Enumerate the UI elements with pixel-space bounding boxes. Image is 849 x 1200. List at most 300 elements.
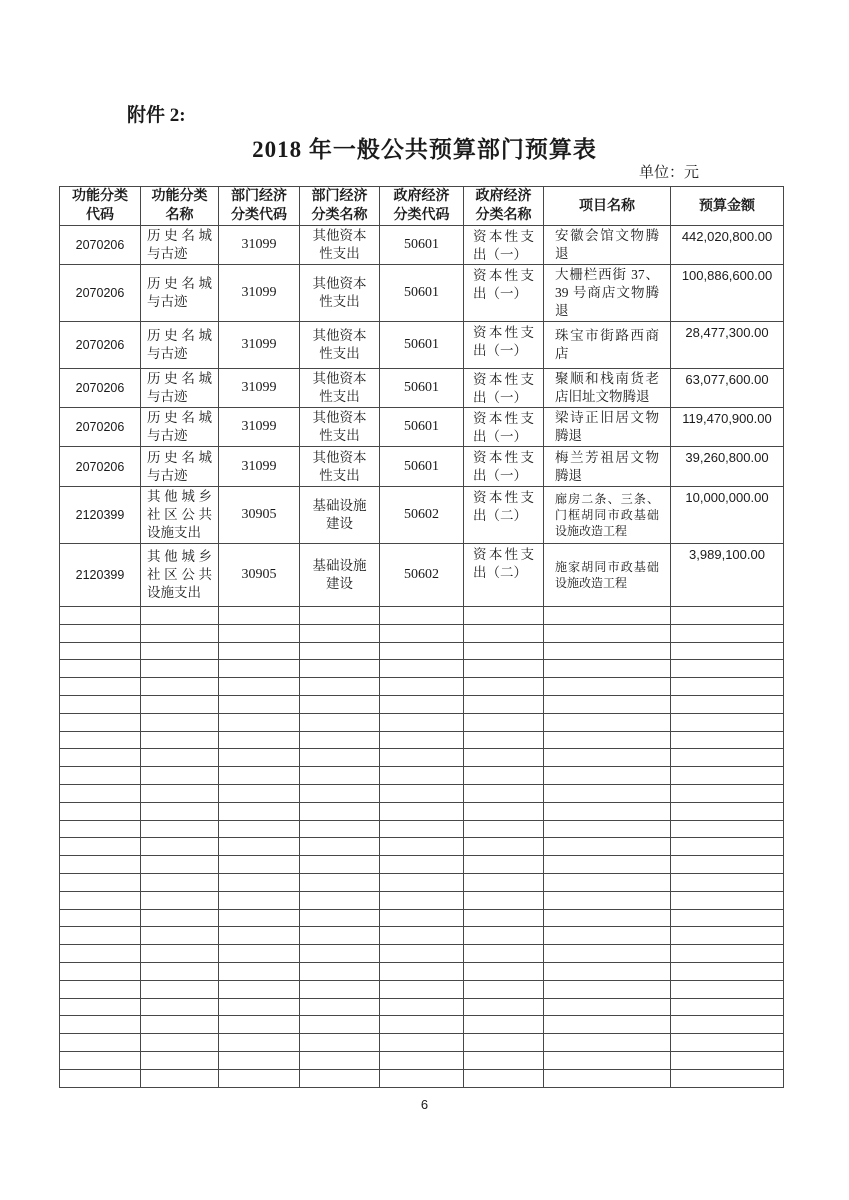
empty-cell (141, 856, 219, 874)
cell-func-name: 历史名城与古迹 (141, 447, 219, 487)
empty-cell (141, 784, 219, 802)
cell-dept-code: 31099 (219, 369, 300, 408)
empty-cell (60, 1034, 141, 1052)
cell-func-name: 其他城乡社区公共设施支出 (141, 487, 219, 544)
empty-cell (671, 660, 784, 678)
cell-func-name: 历史名城与古迹 (141, 369, 219, 408)
cell-func-code: 2070206 (60, 369, 141, 408)
cell-dept-code: 31099 (219, 447, 300, 487)
empty-cell (141, 873, 219, 891)
empty-table-row (60, 1069, 784, 1087)
empty-cell (380, 802, 464, 820)
budget-table (59, 186, 784, 1088)
cell-func-code: 2070206 (60, 265, 141, 322)
empty-table-row (60, 927, 784, 945)
empty-cell (60, 998, 141, 1016)
empty-cell (219, 1034, 300, 1052)
empty-cell (380, 856, 464, 874)
empty-cell (300, 838, 380, 856)
empty-cell (219, 749, 300, 767)
cell-project: 梅兰芳祖居文物腾退 (544, 447, 671, 487)
empty-cell (380, 678, 464, 696)
empty-cell (544, 820, 671, 838)
empty-cell (60, 856, 141, 874)
empty-cell (60, 945, 141, 963)
cell-gov-code: 50601 (380, 447, 464, 487)
empty-cell (380, 695, 464, 713)
empty-cell (544, 784, 671, 802)
empty-cell (219, 784, 300, 802)
empty-cell (141, 1034, 219, 1052)
empty-cell (544, 1016, 671, 1034)
empty-cell (60, 660, 141, 678)
table-row (60, 487, 784, 544)
empty-cell (464, 998, 544, 1016)
cell-gov-name: 资本性支出（一） (464, 447, 544, 487)
empty-cell (219, 927, 300, 945)
cell-gov-code: 50601 (380, 322, 464, 369)
table-row (60, 226, 784, 265)
cell-func-code: 2120399 (60, 487, 141, 544)
empty-cell (544, 624, 671, 642)
empty-cell (219, 695, 300, 713)
empty-cell (300, 927, 380, 945)
empty-cell (60, 1069, 141, 1087)
empty-cell (380, 784, 464, 802)
empty-cell (380, 731, 464, 749)
table-row (60, 544, 784, 607)
empty-table-row (60, 962, 784, 980)
empty-cell (300, 678, 380, 696)
empty-cell (671, 624, 784, 642)
cell-amount: 119,470,900.00 (671, 408, 784, 447)
empty-cell (671, 820, 784, 838)
cell-amount: 442,020,800.00 (671, 226, 784, 265)
empty-cell (380, 891, 464, 909)
header-func-code: 功能分类代码 (60, 187, 141, 226)
empty-cell (671, 784, 784, 802)
empty-cell (219, 678, 300, 696)
empty-cell (141, 731, 219, 749)
cell-func-code: 2070206 (60, 447, 141, 487)
cell-amount: 63,077,600.00 (671, 369, 784, 408)
empty-cell (60, 820, 141, 838)
empty-cell (141, 909, 219, 927)
empty-cell (464, 962, 544, 980)
empty-cell (60, 1051, 141, 1069)
empty-cell (141, 891, 219, 909)
table-row (60, 322, 784, 369)
empty-cell (141, 1051, 219, 1069)
empty-cell (380, 998, 464, 1016)
empty-cell (380, 1069, 464, 1087)
empty-cell (141, 1016, 219, 1034)
cell-gov-name: 资本性支出（一） (464, 322, 544, 369)
empty-cell (464, 980, 544, 998)
cell-dept-code: 31099 (219, 226, 300, 265)
empty-cell (671, 909, 784, 927)
cell-gov-name: 资本性支出（一） (464, 226, 544, 265)
empty-table-row (60, 660, 784, 678)
empty-cell (380, 962, 464, 980)
empty-table-row (60, 998, 784, 1016)
empty-cell (141, 998, 219, 1016)
cell-gov-name: 资本性支出（一） (464, 408, 544, 447)
empty-cell (219, 660, 300, 678)
empty-cell (60, 695, 141, 713)
empty-cell (219, 731, 300, 749)
empty-cell (671, 856, 784, 874)
empty-cell (464, 1034, 544, 1052)
empty-cell (464, 731, 544, 749)
empty-table-row (60, 1051, 784, 1069)
cell-project: 施家胡同市政基础设施改造工程 (544, 544, 671, 607)
cell-amount: 3,989,100.00 (671, 544, 784, 607)
empty-cell (380, 980, 464, 998)
table-header-row (60, 187, 784, 226)
empty-cell (464, 695, 544, 713)
cell-func-code: 2120399 (60, 544, 141, 607)
empty-cell (300, 802, 380, 820)
table-row (60, 369, 784, 408)
cell-dept-code: 30905 (219, 487, 300, 544)
empty-cell (544, 945, 671, 963)
cell-dept-name: 其他资本性支出 (300, 369, 380, 408)
empty-cell (464, 713, 544, 731)
empty-cell (219, 962, 300, 980)
empty-cell (544, 749, 671, 767)
empty-cell (60, 962, 141, 980)
empty-cell (300, 784, 380, 802)
empty-cell (141, 927, 219, 945)
cell-gov-code: 50601 (380, 369, 464, 408)
cell-amount: 39,260,800.00 (671, 447, 784, 487)
empty-cell (544, 713, 671, 731)
empty-cell (380, 607, 464, 625)
empty-cell (219, 1016, 300, 1034)
unit-label: 单位：元 (638, 165, 699, 181)
empty-cell (464, 749, 544, 767)
empty-cell (464, 678, 544, 696)
empty-cell (671, 998, 784, 1016)
empty-cell (380, 713, 464, 731)
empty-table-row (60, 678, 784, 696)
empty-cell (219, 1069, 300, 1087)
header-func-name: 功能分类名称 (141, 187, 219, 226)
empty-cell (671, 695, 784, 713)
empty-cell (671, 1034, 784, 1052)
cell-func-name: 其他城乡社区公共设施支出 (141, 544, 219, 607)
page-title: 2018 年一般公共预算部门预算表 (252, 137, 597, 162)
empty-cell (300, 909, 380, 927)
empty-cell (219, 945, 300, 963)
empty-cell (300, 1034, 380, 1052)
table-row (60, 447, 784, 487)
empty-table-row (60, 731, 784, 749)
empty-cell (141, 962, 219, 980)
empty-cell (219, 624, 300, 642)
empty-table-row (60, 749, 784, 767)
empty-cell (544, 891, 671, 909)
empty-cell (544, 731, 671, 749)
empty-cell (544, 873, 671, 891)
empty-cell (300, 820, 380, 838)
empty-cell (300, 749, 380, 767)
empty-cell (671, 873, 784, 891)
empty-cell (380, 660, 464, 678)
empty-cell (300, 642, 380, 660)
empty-cell (141, 607, 219, 625)
empty-cell (219, 820, 300, 838)
empty-cell (380, 838, 464, 856)
empty-cell (300, 731, 380, 749)
empty-cell (60, 873, 141, 891)
empty-cell (60, 1016, 141, 1034)
header-gov-name: 政府经济分类名称 (464, 187, 544, 226)
empty-cell (60, 713, 141, 731)
empty-table-row (60, 784, 784, 802)
cell-dept-name: 基础设施建设 (300, 544, 380, 607)
empty-cell (671, 642, 784, 660)
cell-dept-name: 其他资本性支出 (300, 408, 380, 447)
empty-cell (60, 642, 141, 660)
empty-cell (60, 749, 141, 767)
empty-cell (300, 607, 380, 625)
empty-table-row (60, 980, 784, 998)
empty-cell (464, 909, 544, 927)
empty-cell (544, 856, 671, 874)
empty-cell (464, 1051, 544, 1069)
cell-func-code: 2070206 (60, 226, 141, 265)
empty-cell (380, 909, 464, 927)
empty-cell (464, 838, 544, 856)
empty-cell (300, 998, 380, 1016)
empty-cell (671, 980, 784, 998)
empty-cell (464, 767, 544, 785)
empty-cell (141, 767, 219, 785)
empty-cell (300, 962, 380, 980)
empty-cell (464, 660, 544, 678)
empty-cell (141, 945, 219, 963)
empty-cell (141, 713, 219, 731)
empty-cell (671, 731, 784, 749)
empty-cell (671, 678, 784, 696)
empty-cell (544, 962, 671, 980)
empty-cell (671, 927, 784, 945)
cell-project: 珠宝市街路西商店 (544, 322, 671, 369)
cell-project: 聚顺和栈南货老店旧址文物腾退 (544, 369, 671, 408)
empty-cell (300, 980, 380, 998)
empty-cell (141, 820, 219, 838)
header-dept-code: 部门经济分类代码 (219, 187, 300, 226)
empty-table-row (60, 945, 784, 963)
empty-cell (300, 660, 380, 678)
empty-cell (544, 838, 671, 856)
empty-table-row (60, 624, 784, 642)
cell-gov-name: 资本性支出（一） (464, 265, 544, 322)
empty-cell (219, 642, 300, 660)
empty-cell (219, 891, 300, 909)
empty-cell (219, 873, 300, 891)
empty-table-row (60, 1016, 784, 1034)
empty-cell (380, 1051, 464, 1069)
cell-gov-code: 50602 (380, 544, 464, 607)
empty-cell (60, 784, 141, 802)
empty-cell (380, 1016, 464, 1034)
header-dept-name: 部门经济分类名称 (300, 187, 380, 226)
empty-cell (300, 856, 380, 874)
empty-cell (300, 945, 380, 963)
empty-cell (380, 642, 464, 660)
cell-func-code: 2070206 (60, 408, 141, 447)
empty-cell (219, 856, 300, 874)
empty-table-row (60, 856, 784, 874)
empty-cell (300, 767, 380, 785)
empty-cell (544, 909, 671, 927)
cell-dept-code: 31099 (219, 265, 300, 322)
empty-cell (544, 1069, 671, 1087)
empty-cell (544, 980, 671, 998)
cell-dept-name: 其他资本性支出 (300, 322, 380, 369)
empty-cell (219, 838, 300, 856)
cell-dept-code: 30905 (219, 544, 300, 607)
empty-cell (60, 731, 141, 749)
empty-cell (671, 962, 784, 980)
empty-cell (544, 927, 671, 945)
empty-cell (380, 749, 464, 767)
cell-project: 廊房二条、三条、门框胡同市政基础设施改造工程 (544, 487, 671, 544)
empty-cell (464, 607, 544, 625)
empty-cell (671, 891, 784, 909)
table-row (60, 265, 784, 322)
empty-cell (60, 891, 141, 909)
empty-cell (380, 820, 464, 838)
empty-cell (300, 1016, 380, 1034)
empty-cell (380, 873, 464, 891)
empty-table-row (60, 820, 784, 838)
cell-func-name: 历史名城与古迹 (141, 322, 219, 369)
empty-cell (544, 767, 671, 785)
empty-cell (464, 891, 544, 909)
empty-cell (671, 607, 784, 625)
empty-cell (544, 678, 671, 696)
empty-cell (300, 1051, 380, 1069)
cell-project: 安徽会馆文物腾退 (544, 226, 671, 265)
empty-cell (141, 838, 219, 856)
cell-amount: 100,886,600.00 (671, 265, 784, 322)
empty-table-row (60, 767, 784, 785)
empty-cell (544, 802, 671, 820)
empty-table-row (60, 713, 784, 731)
cell-project: 梁诗正旧居文物腾退 (544, 408, 671, 447)
cell-gov-name: 资本性支出（一） (464, 369, 544, 408)
cell-gov-name: 资本性支出（二） (464, 487, 544, 544)
empty-cell (464, 624, 544, 642)
empty-cell (141, 660, 219, 678)
empty-cell (141, 802, 219, 820)
empty-cell (60, 607, 141, 625)
empty-cell (671, 838, 784, 856)
empty-cell (300, 713, 380, 731)
empty-cell (464, 802, 544, 820)
header-amount: 预算金额 (671, 187, 784, 226)
empty-cell (380, 927, 464, 945)
page-number: 6 (420, 1097, 429, 1112)
empty-cell (60, 767, 141, 785)
empty-cell (544, 1034, 671, 1052)
header-project: 项目名称 (544, 187, 671, 226)
cell-amount: 28,477,300.00 (671, 322, 784, 369)
empty-cell (300, 695, 380, 713)
empty-cell (219, 713, 300, 731)
header-gov-code: 政府经济分类代码 (380, 187, 464, 226)
empty-cell (141, 749, 219, 767)
empty-cell (464, 927, 544, 945)
empty-cell (219, 998, 300, 1016)
empty-cell (464, 784, 544, 802)
empty-table-row (60, 607, 784, 625)
empty-cell (544, 695, 671, 713)
empty-cell (380, 767, 464, 785)
empty-cell (60, 838, 141, 856)
empty-cell (464, 1016, 544, 1034)
empty-cell (464, 820, 544, 838)
empty-cell (671, 945, 784, 963)
empty-cell (141, 980, 219, 998)
cell-dept-code: 31099 (219, 408, 300, 447)
empty-cell (464, 1069, 544, 1087)
cell-func-name: 历史名城与古迹 (141, 408, 219, 447)
cell-gov-code: 50601 (380, 265, 464, 322)
empty-cell (60, 678, 141, 696)
empty-cell (141, 695, 219, 713)
empty-cell (671, 767, 784, 785)
empty-cell (60, 624, 141, 642)
empty-cell (60, 927, 141, 945)
empty-cell (464, 873, 544, 891)
cell-func-name: 历史名城与古迹 (141, 265, 219, 322)
empty-cell (60, 909, 141, 927)
cell-func-code: 2070206 (60, 322, 141, 369)
empty-table-row (60, 1034, 784, 1052)
cell-project: 大栅栏西街 37、39 号商店文物腾退 (544, 265, 671, 322)
empty-cell (544, 1051, 671, 1069)
empty-cell (464, 945, 544, 963)
empty-cell (141, 678, 219, 696)
empty-cell (60, 980, 141, 998)
empty-table-row (60, 891, 784, 909)
attachment-label: 附件 2: (127, 105, 186, 126)
cell-dept-name: 基础设施建设 (300, 487, 380, 544)
empty-cell (464, 642, 544, 660)
cell-gov-code: 50602 (380, 487, 464, 544)
cell-amount: 10,000,000.00 (671, 487, 784, 544)
empty-cell (300, 891, 380, 909)
empty-cell (219, 1051, 300, 1069)
empty-cell (219, 980, 300, 998)
cell-func-name: 历史名城与古迹 (141, 226, 219, 265)
empty-cell (60, 802, 141, 820)
empty-table-row (60, 838, 784, 856)
empty-table-row (60, 802, 784, 820)
empty-cell (671, 713, 784, 731)
empty-cell (671, 1016, 784, 1034)
empty-cell (544, 607, 671, 625)
empty-cell (380, 624, 464, 642)
cell-dept-code: 31099 (219, 322, 300, 369)
empty-table-row (60, 695, 784, 713)
cell-dept-name: 其他资本性支出 (300, 226, 380, 265)
